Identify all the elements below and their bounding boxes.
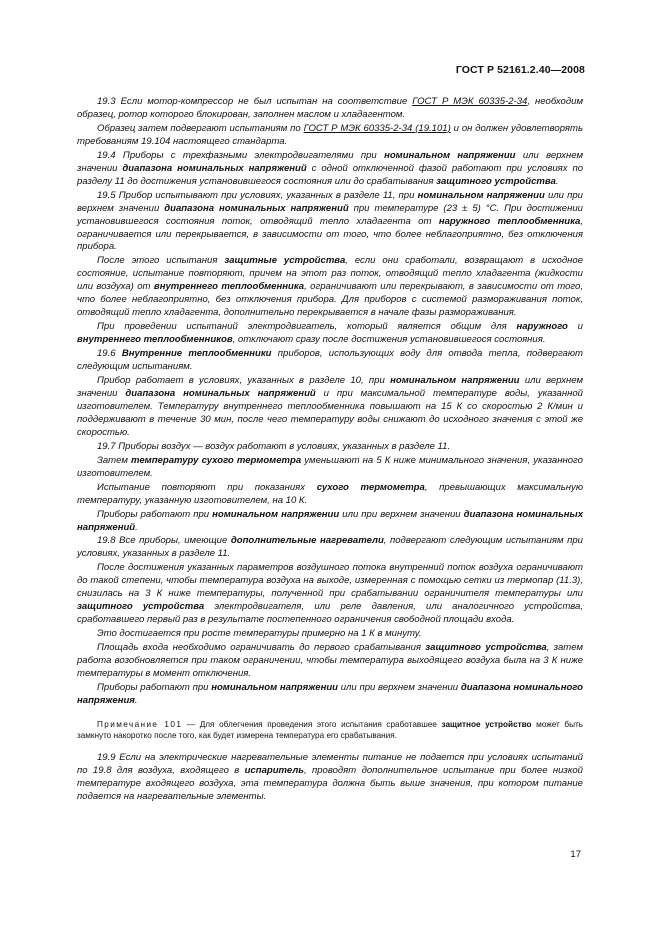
text-run: Приборы работают при <box>97 681 212 693</box>
clause-19-5c <box>77 321 583 347</box>
defined-term: защитного устройства <box>425 642 547 654</box>
text-run: 19.9 Если на электрические нагревательные элементы питание не подается при условиях испытаний по 19.8 для воздуха, входящего в <box>77 751 583 776</box>
clause-19-5b <box>77 255 583 320</box>
defined-term: наружного <box>516 321 568 333</box>
text-run: , необходим образец, ротор которого блокирован, заполнен маслом и хладагентом. <box>77 96 583 120</box>
document-body <box>77 96 583 805</box>
defined-term: температуру сухого термометра <box>130 454 302 466</box>
text-run: Образец затем подвергают испытаниям по <box>97 122 304 134</box>
defined-term: диапазона номинального напряжения <box>77 681 583 706</box>
text-run: приборов, использующих воду для отвода тепла, подвергают следующим испытаниям. <box>77 348 583 373</box>
defined-term: номинальном напряжении <box>417 189 545 201</box>
text-run: Испытание повторяют при показаниях <box>97 481 317 493</box>
text-run: . <box>135 521 138 533</box>
text-run: При проведении испытаний электродвигатель, который является общим для <box>97 321 517 333</box>
defined-term: диапазона номинальных напряжений <box>77 508 583 533</box>
clause-19-9 <box>77 752 583 804</box>
defined-term: дополнительные нагреватели <box>230 535 384 547</box>
text-run: с одной отключенной фазой работают при условиях по разделу 11 до достижения установившегося состояния или до срабатывания <box>77 162 584 187</box>
text-run: уменьшают на 5 К ниже минимального значения, указанного изготовителем. <box>77 454 583 479</box>
text-run: Площадь входа необходимо ограничивать до первого срабатывания <box>97 642 426 654</box>
clause-19-7d <box>77 509 583 535</box>
text-run: и <box>567 321 583 333</box>
text-run: или при верхнем значении <box>339 508 464 520</box>
defined-term: испаритель <box>244 764 304 776</box>
note-text-before: — Для облегчения проведения этого испытания сработавшее <box>182 719 442 729</box>
defined-term: номинальном напряжении <box>384 149 516 161</box>
text-run: или верхнем значении <box>77 149 584 174</box>
text-run: Приборы работают при <box>97 508 213 520</box>
text-run: , если они сработали, возвращают в исходное состояние, испытание повторяют, причем на этот раз поток, отводящий тепло хладагента (жидкости или воздуха) от <box>77 255 584 293</box>
text-run: После этого испытания <box>97 255 225 267</box>
defined-term: Внутренние теплообменники <box>121 348 272 360</box>
defined-term: внутреннего теплообменника <box>153 281 305 293</box>
defined-term: защитные устройства <box>224 255 346 267</box>
standard-reference: ГОСТ Р МЭК 60335-2-34 (19.101) <box>303 122 451 134</box>
clause-19-5a <box>77 190 583 255</box>
text-run: 19.7 Приборы воздух — воздух работают в условиях, указанных в разделе 11. <box>97 440 451 452</box>
defined-term: номинальном напряжении <box>390 375 520 387</box>
text-run: Это достигается при росте температуры примерно на 1 К в минуту. <box>97 628 422 640</box>
text-run: После достижения указанных параметров воздушного потока внутренний поток воздуха ограничивают до такой степени, чтобы температура воздуха на выходе, измеренная с помощью сетки из термопар (11.3), снизилась на 3 К ниже температуры, полученной при срабатывании ограничителя температуры или <box>77 562 583 600</box>
text-run: , превышающих максимальную температуру, указанную изготовителем, на 10 К. <box>77 481 583 506</box>
clause-19-7a <box>77 441 583 454</box>
clause-19-6b <box>77 375 583 440</box>
clause-19-8a <box>77 535 583 561</box>
text-run: 19.5 Прибор испытывают при условиях, указанных в разделе 11, при <box>97 189 418 201</box>
defined-term: диапазона номинальных напряжений <box>125 387 316 399</box>
clause-19-8e <box>77 682 583 708</box>
defined-term: защитного устройства <box>77 601 205 613</box>
text-run: при температуре (23 ± 5) °С. При достижении установившегося состояния поток, отводящий тепло хладагента от <box>77 202 583 227</box>
text-run: Затем <box>97 454 131 466</box>
text-run: , подвергают следующим испытаниям при условиях, указанных в разделе 11. <box>77 535 583 560</box>
defined-term: наружного теплообменника <box>438 215 581 227</box>
defined-term: номинальном напряжении <box>211 681 338 693</box>
note-label: Примечание 101 <box>97 719 183 729</box>
clause-19-7b <box>77 455 583 481</box>
note-bold-term: защитное устройство <box>441 719 532 729</box>
text-run: , затем работа возобновляется при таком ограничении, чтобы температура выходящего воздуха была на 3 К ниже температуры в момент отключения. <box>77 642 583 679</box>
text-run: или при верхнем значении <box>77 189 583 214</box>
text-run: , ограничивают или перекрывают, в зависимости от того, что более неблагоприятно, без отключения прибора. Для приборов с системой размораживания поток, отводящий тепло хладагента, дополнительно перекрывается в начале фазы размораживания. <box>77 281 583 319</box>
note-text-after: может быть замкнуто накоротко после того, как будет измерена температура его срабатывания. <box>77 719 583 741</box>
defined-term: номинальном напряжении <box>212 508 340 520</box>
standard-designation: ГОСТ Р 52161.2.40—2008 <box>455 64 585 76</box>
text-run: , проводят дополнительное испытание при более низкой температуре входящего воздуха, эта температура должна быть выше значения, при котором питание подается на нагревательные элементы. <box>77 764 583 802</box>
text-run: или верхнем значении <box>77 375 583 399</box>
text-run: электродвигателя, или реле давления, или аналогичного устройства, сработавшего первый раз в результате постепенного ограничения свободной площади входа. <box>77 601 584 626</box>
clause-19-8c <box>77 628 583 641</box>
text-run: , ограничивается или перекрывается, в зависимости от того, что более неблагоприятно, без отключения прибора. <box>77 215 583 253</box>
text-run: 19.6 <box>97 348 122 360</box>
clause-19-8d <box>77 642 583 681</box>
defined-term: диапазона номинальных напряжений <box>164 202 349 214</box>
text-run: . <box>134 694 138 706</box>
text-run: , отключают сразу после достижения установившегося состояния. <box>232 334 546 346</box>
text-run: Прибор работает в условиях, указанных в разделе 10, при <box>97 375 391 387</box>
defined-term: сухого термометра <box>316 481 425 493</box>
clause-19-6a <box>77 348 583 374</box>
clause-19-9 <box>77 752 583 804</box>
clause-19-7c <box>77 482 583 508</box>
text-run: и он должен удовлетворять требованиям 19.104 настоящего стандарта. <box>77 122 583 147</box>
text-run: . <box>555 175 559 187</box>
clause-paragraphs <box>77 96 583 708</box>
text-run: или при верхнем значении <box>338 681 461 693</box>
clause-19-3a <box>77 96 583 122</box>
clause-19-4 <box>77 150 583 189</box>
text-run: 19.3 Если мотор-компрессор не был испытан на соответствие <box>97 96 413 107</box>
page-number: 17 <box>570 849 581 860</box>
text-run: и при максимальной температуре воды, указанной изготовителем. Температуру внутреннего теплообменника повышают на 15 К со скоростью 2 К/мин и поддерживают в течение 30 мин, после чего температуру воды снижают до исходного значения с этой же скоростью. <box>77 387 583 438</box>
defined-term: диапазона номинальных напряжений <box>122 162 307 174</box>
defined-term: защитного устройства <box>436 175 556 187</box>
clause-19-8b <box>77 562 583 627</box>
standard-reference: ГОСТ Р МЭК 60335-2-34 <box>412 96 528 107</box>
text-run: 19.4 Приборы с трехфазными электродвигателями при <box>97 149 385 161</box>
clause-19-3b <box>77 123 583 149</box>
text-run: 19.8 Все приборы, имеющие <box>97 535 231 547</box>
defined-term: внутреннего теплообменников <box>77 334 233 346</box>
note-101 <box>77 719 583 742</box>
